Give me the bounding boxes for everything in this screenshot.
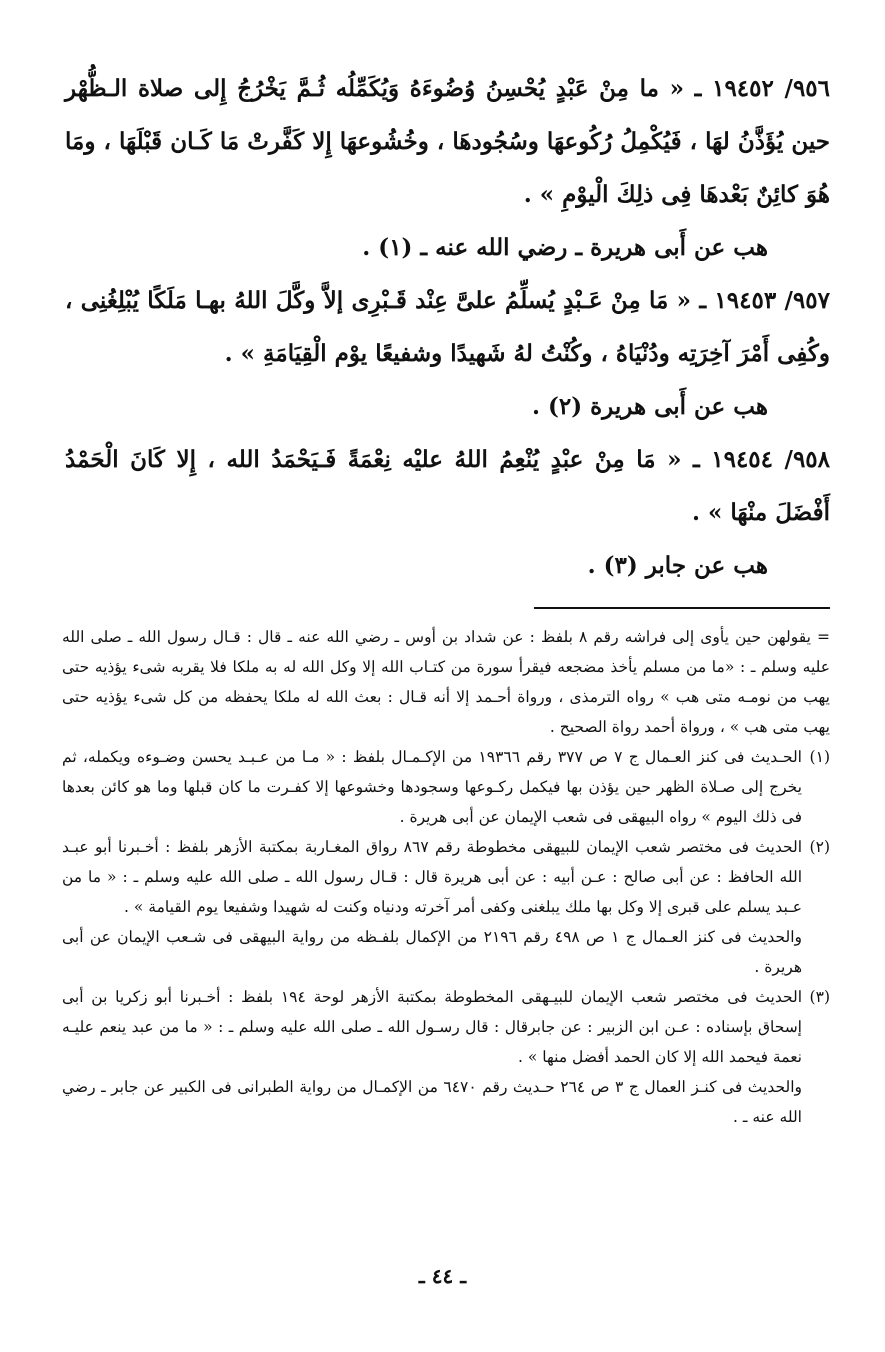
footnote-2-paragraph: والحديث فى كنز العـمال ج ١ ص ٤٩٨ رقم ٢١٩٦ من الإكمال بلفـظه من رواية البيهقى فى شـعب الإيمان عن أبى هريرة . xyxy=(62,928,802,976)
hadith-958 xyxy=(65,433,830,539)
hadith-number: ٩٥٧/ ١٩٤٥٣ xyxy=(714,287,830,314)
hadith-source: هب عن أَبى هريرة (٢) . xyxy=(531,393,768,420)
hadith-text: ـ « ما مِنْ عَبْدٍ يُحْسِنُ وُضُوءَهُ وَيُكَمِّلُه ثُـمَّ يَخْرُجُ إِلى صلاة الـظُّهْر حين يُؤَذَّنُ لهَا ، فَيُكْمِلُ رُكُوعهَا وسُجُودهَا ، وخُشُوعهَا إِلا كَفَّرتْ مَا كَـان قَبْلَهَا ، ومَا هُوَ كائِنٌ بَعْدهَا فِى ذلِكَ الْيوْمِ » . xyxy=(65,75,830,208)
footnote-text: الحديث فى مختصر شعب الإيمان للبيـهقى المخطوطة بمكتبة الأزهر لوحة ١٩٤ بلفظ : أخـبرنا أبو زكريا بن أبى إسحاق بإسناده : عـن ابن الزبير : عن جابرقال : قال رسـول الله ـ صلى الله عليه وسلم ـ : « ما من عبد ينعم عليـه نعمة فيحمد الله إلا كان الحمد أفضل منها » . xyxy=(62,988,802,1066)
footnote-3-paragraph: والحديث فى كنـز العمال ج ٣ ص ٢٦٤ حـديث رقم ٦٤٧٠ من الإكمـال من رواية الطبرانى فى الكبير عن جابر ـ رضي الله عنه ـ . xyxy=(62,1078,803,1126)
hadith-source: هب عن أَبى هريرة ـ رضي الله عنه ـ (١) . xyxy=(362,234,768,261)
hadith-number: ٩٥٦/ ١٩٤٥٢ xyxy=(712,75,830,102)
hadith-957 xyxy=(65,274,830,380)
footnote-mark: (١) xyxy=(809,748,830,766)
hadith-text: ـ « مَا مِنْ عبْدٍ يُنْعِمُ اللهُ عليْه نِعْمَةً فَـيَحْمَدُ الله ، إِلا كَانَ الْحَمْدُ أَفْضَلَ منْهَا » . xyxy=(65,446,830,526)
main-text xyxy=(65,62,830,592)
footnote-1 xyxy=(62,742,830,832)
hadith-number: ٩٥٨/ ١٩٤٥٤ xyxy=(711,446,830,473)
hadith-source: هب عن جابر (٣) . xyxy=(587,552,768,579)
footnote-2 xyxy=(62,832,830,922)
footnote-continuation: = يقولهن حين يأوى إلى فراشه رقم ٨ بلفظ : عن شداد بن أوس ـ رضي الله عنه ـ قال : قـال رسول الله ـ صلى الله عليه وسلم ـ : «ما من مسلم يأخذ مضجعه فيقرأ سورة من كتـاب الله إلا وكل الله له به ملكا فلا يقربه شىء يؤذيه حتى يهب من نومـه متى هب » رواه الترمذى ، ورواة أحـمد إلا أنه قـال : بعث الله له ملكا يحفظه من كل شىء يؤذيه حتى يهب متى هب » ، ورواة أحمد رواة الصحيح . xyxy=(62,628,830,736)
hadith-text: ـ « مَا مِنْ عَـبْدٍ يُسلِّمُ علىَّ عِنْد قَـبْرِى إلاَّ وكَّلَ اللهُ بهـا مَلَكًا يُبْلِغُنِى ، وكُفِى أَمْرَ آخِرَتِه ودُنْيَاهُ ، وكُنْتُ لهُ شَهيدًا وشفيعًا يوْم الْقِيَامَةِ » . xyxy=(65,287,830,367)
footnote-divider xyxy=(534,607,830,609)
hadith-956 xyxy=(65,62,830,221)
footnote-3 xyxy=(62,982,830,1072)
footnotes xyxy=(62,622,830,1132)
footnote-mark: (٢) xyxy=(809,838,830,856)
footnote-text: الحديث فى مختصر شعب الإيمان للبيهقى مخطوطة رقم ٨٦٧ رواق المغـاربة بمكتبة الأزهر بلفظ : أخـبرنا أبو عبـد الله الحافظ : عن أبى صالح : عـن أبيه : عن أبى هريرة قال : قـال رسول الله ـ صلى الله عليه وسلم ـ : « ما من عـبد يسلم على قبرى إلا وكل بها ملك يبلغنى وكفى أمر آخرته ودنياه وكنت له شهيدا وشفيعا يوم القيامة » . xyxy=(62,838,803,916)
footnote-text: الحـديث فى كنز العـمال ج ٧ ص ٣٧٧ رقم ١٩٣٦٦ من الإكـمـال بلفظ : « مـا من عـبـد يحسن وضـوءه ويكمله، ثم يخرج إلى صـلاة الظهر حين يؤذن بها فيكمل ركـوعها وسجودها وخشوعها إلا كفـرت ما كان قبلها وما هو كائن بعدها فى ذلك اليوم » رواه البيهقى فى شعب الإيمان عن أبى هريرة . xyxy=(62,748,802,826)
page-number: ـ ٤٤ ـ xyxy=(418,1264,467,1288)
footnote-mark: (٣) xyxy=(809,988,830,1006)
